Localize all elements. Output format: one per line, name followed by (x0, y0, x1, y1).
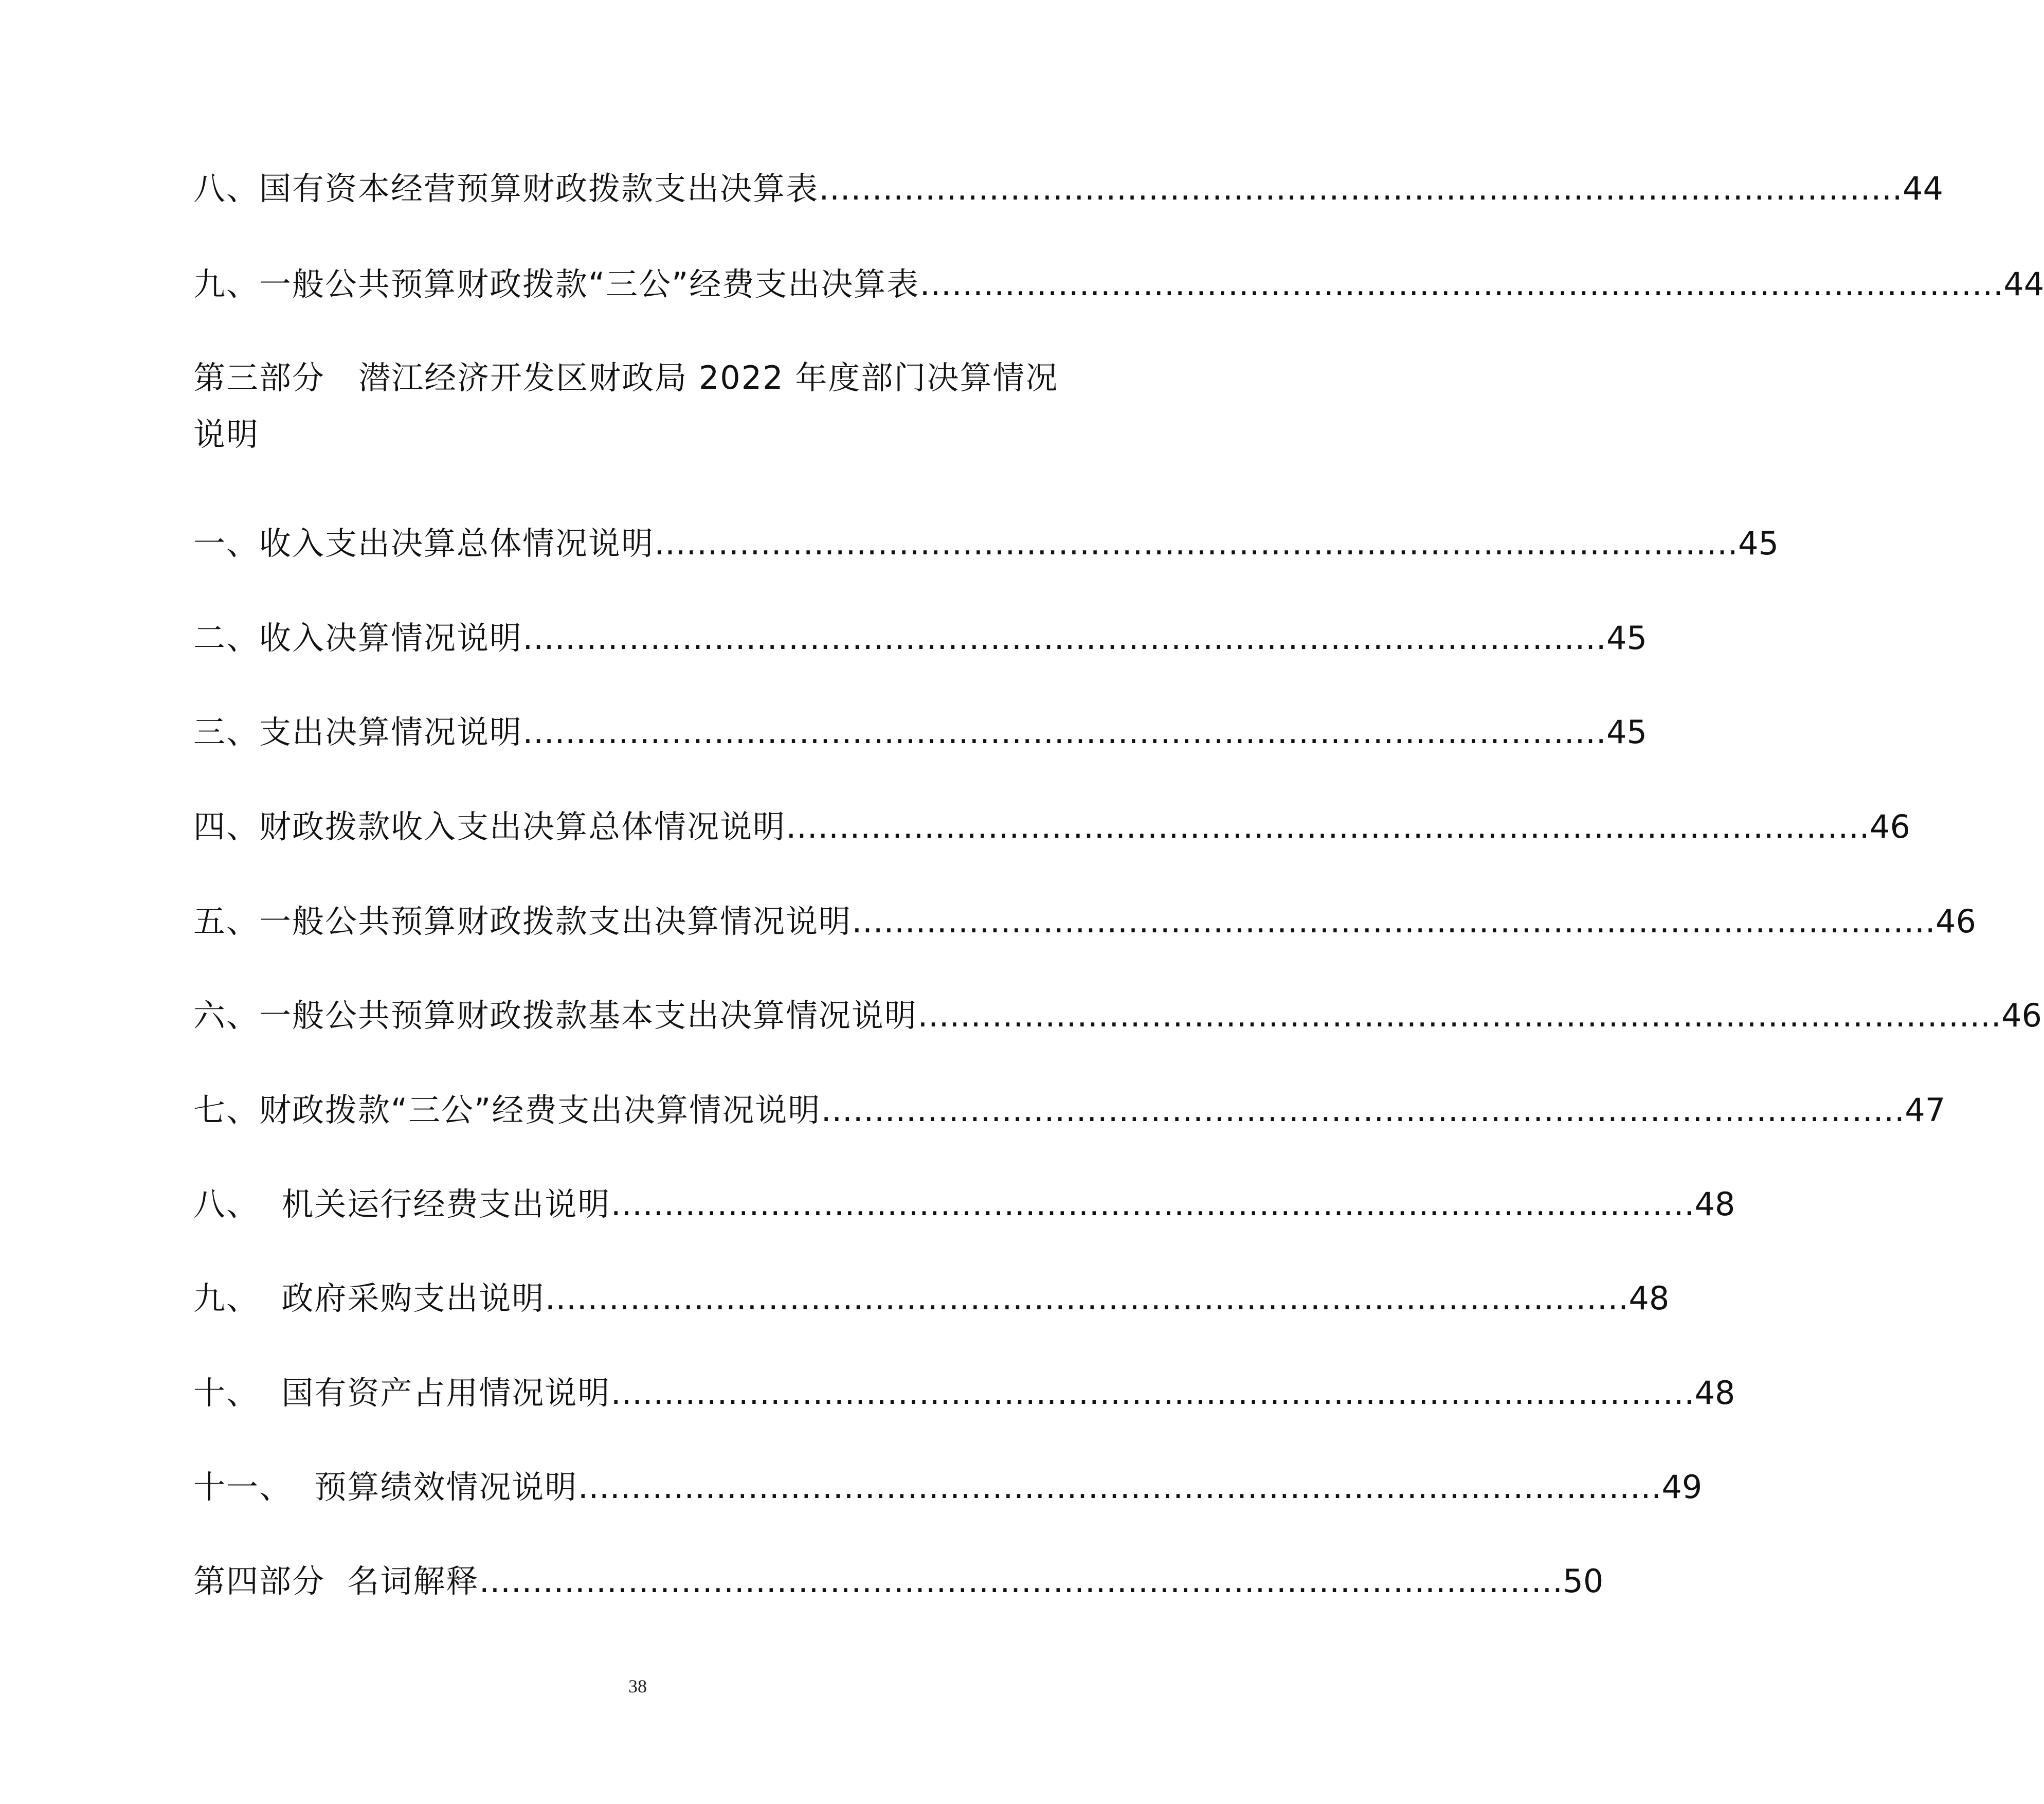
toc-entry-label: 八、 机关运行经费支出说明 (193, 1185, 611, 1223)
toc-entry-label: 四、财政拨款收入支出决算总体情况说明 (193, 808, 786, 845)
toc-entry-page: 44 (2003, 265, 2044, 303)
toc-entry-page: 45 (1738, 525, 1779, 562)
dot-leader: ………………………………………………………………………………………… (522, 619, 1607, 657)
toc-entry[interactable] (193, 987, 2042, 1044)
dot-leader: ………………………………………………………………………………………… (610, 1185, 1695, 1223)
dot-leader: ………………………………………………………………………………………… (819, 170, 1903, 207)
toc-entry[interactable] (193, 893, 1976, 950)
dot-leader: ………………………………………………………………………………………… (852, 903, 1936, 940)
toc-entry[interactable] (193, 610, 1647, 666)
dot-leader: ………………………………………………………………………………………… (545, 1279, 1629, 1317)
dot-leader: ………………………………………………………………………………………… (917, 997, 2002, 1034)
toc-entry-label: 一、收入支出决算总体情况说明 (193, 525, 655, 562)
toc-entry-label: 十一、 预算绩效情况说明 (193, 1468, 578, 1506)
toc-entry-page: 48 (1694, 1374, 1735, 1412)
part3-heading-line1: 第三部分 潜江经济开发区财政局 2022 年度部门决算情况 (193, 359, 1059, 396)
toc-entry[interactable] (193, 704, 1647, 761)
dot-leader: ………………………………………………………………………………………… (919, 265, 2004, 303)
toc-entry-page: 46 (2001, 997, 2042, 1034)
toc-entry[interactable] (193, 1270, 1670, 1327)
toc-entry-page: 44 (1903, 170, 1943, 207)
toc-entry[interactable] (193, 1365, 1735, 1421)
toc-entry-page: 49 (1661, 1468, 1703, 1506)
dot-leader: ………………………………………………………………………………………… (479, 1562, 1563, 1600)
toc-entry[interactable] (193, 256, 2044, 313)
dot-leader: ………………………………………………………………………………………… (821, 1091, 1905, 1129)
toc-entry-label: 二、收入决算情况说明 (193, 619, 523, 657)
toc-entry-page: 45 (1606, 713, 1647, 751)
toc-entry[interactable] (193, 1082, 1946, 1139)
toc-entry-page: 46 (1936, 903, 1976, 940)
toc-entry-label: 九、一般公共预算财政拨款“三公”经费支出决算表 (193, 265, 920, 303)
toc-entry-page: 45 (1606, 619, 1647, 657)
toc-entry-label: 八、国有资本经营预算财政拨款支出决算表 (193, 170, 819, 207)
toc-entry[interactable] (193, 515, 1779, 572)
part3-heading-line2: 说明 (193, 416, 260, 453)
dot-leader: ………………………………………………………………………………………… (522, 713, 1607, 751)
page-number: 38 (628, 1676, 647, 1697)
toc-entry[interactable] (193, 1176, 1735, 1233)
dot-leader: ………………………………………………………………………………………… (654, 525, 1739, 562)
toc-entry[interactable] (193, 799, 1910, 855)
toc-entry-label: 五、一般公共预算财政拨款支出决算情况说明 (193, 903, 852, 940)
toc-entry-page: 50 (1563, 1562, 1604, 1600)
toc-entry-label: 三、支出决算情况说明 (193, 713, 523, 751)
part3-heading[interactable] (193, 350, 1090, 463)
toc-entry-part4[interactable] (193, 1553, 1604, 1610)
dot-leader: ………………………………………………………………………………………… (577, 1468, 1662, 1506)
toc-entry-page: 48 (1694, 1185, 1735, 1223)
toc-entry-page: 47 (1905, 1091, 1946, 1129)
dot-leader: ………………………………………………………………………………………… (786, 808, 1870, 845)
toc-entry-page: 48 (1629, 1279, 1670, 1317)
toc-entry-page: 46 (1870, 808, 1910, 845)
toc-entry[interactable] (193, 160, 1943, 217)
dot-leader: ………………………………………………………………………………………… (610, 1374, 1695, 1412)
toc-entry[interactable] (193, 1459, 1703, 1516)
toc-entry-label: 第四部分 名词解释 (193, 1562, 479, 1600)
toc-entry-label: 九、 政府采购支出说明 (193, 1279, 545, 1317)
toc-entry-label: 六、一般公共预算财政拨款基本支出决算情况说明 (193, 997, 918, 1034)
toc-entry-label: 七、财政拨款“三公”经费支出决算情况说明 (193, 1091, 821, 1129)
toc-entry-label: 十、 国有资产占用情况说明 (193, 1374, 611, 1412)
